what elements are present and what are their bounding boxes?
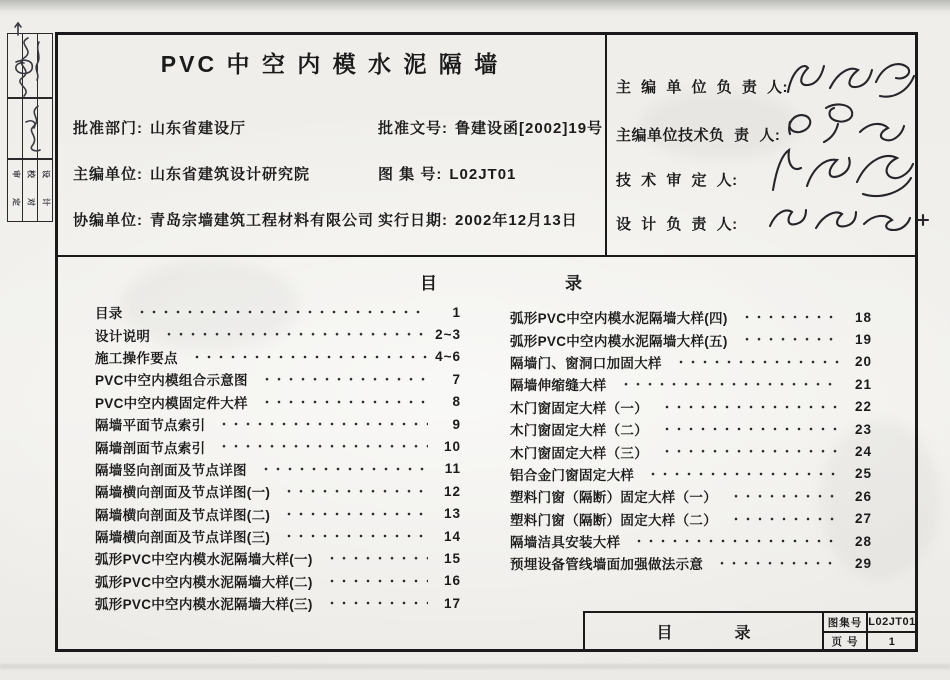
toc-page-number: 25 bbox=[854, 466, 872, 482]
toc-dot-leader bbox=[322, 547, 428, 569]
toc-item-title: 隔墙横向剖面及节点详图(一) bbox=[95, 485, 271, 501]
toc-dot-leader bbox=[671, 351, 839, 373]
footer-atlas-no-value: L02JT01 bbox=[868, 616, 916, 628]
toc-item-title: 塑料门窗（隔断）固定大样（二） bbox=[510, 512, 717, 528]
toc-item-title: 隔墙平面节点索引 bbox=[95, 418, 206, 434]
chief-editor-unit-label: 主编单位: bbox=[73, 166, 143, 183]
toc-dot-leader bbox=[159, 323, 428, 345]
toc-item-title: 弧形PVC中空内模水泥隔墙大样(五) bbox=[510, 333, 728, 349]
toc-column-right bbox=[510, 306, 872, 575]
toc-page-number: 29 bbox=[854, 555, 872, 571]
effective-date-field bbox=[378, 209, 578, 230]
toc-page-number: 17 bbox=[443, 595, 461, 611]
toc-item-title: 隔墙洁具安装大样 bbox=[510, 535, 621, 551]
toc-dot-leader bbox=[279, 480, 428, 502]
toc-item-title: PVC中空内模组合示意图 bbox=[95, 373, 248, 389]
footer-page-no-value: 1 bbox=[888, 635, 896, 648]
toc-dot-leader bbox=[322, 570, 428, 592]
strip-row-line bbox=[8, 158, 52, 160]
footer-sheet-title-char: 目 bbox=[656, 625, 673, 642]
toc-dot-leader bbox=[132, 301, 428, 323]
toc-dot-leader bbox=[616, 373, 839, 395]
toc-item bbox=[510, 306, 872, 328]
toc-page-number: 15 bbox=[443, 550, 461, 566]
approval-doc-no-field bbox=[378, 117, 603, 138]
chief-editor-unit-field bbox=[73, 163, 310, 184]
toc-item bbox=[95, 368, 461, 390]
toc-dot-leader bbox=[214, 435, 428, 457]
approval-dept-label: 批准部门: bbox=[73, 120, 143, 137]
toc-item bbox=[510, 440, 872, 462]
toc-item-title: 弧形PVC中空内模水泥隔墙大样(一) bbox=[95, 552, 313, 568]
toc-item-title: 隔墙横向剖面及节点详图(二) bbox=[95, 507, 271, 523]
toc-page-number: 2~3 bbox=[435, 327, 461, 343]
toc-dot-leader bbox=[643, 463, 839, 485]
toc-item-title: 隔墙剖面节点索引 bbox=[95, 440, 206, 456]
toc-dot-leader bbox=[737, 306, 839, 328]
atlas-no-value: L02JT01 bbox=[449, 166, 517, 183]
strip-label-char: 设 bbox=[41, 170, 51, 178]
toc-page-number: 27 bbox=[854, 511, 872, 527]
toc-item-title: 木门窗固定大样（二） bbox=[510, 423, 648, 439]
tech-responsible-label: 主编单位技术负 责 人: bbox=[616, 127, 781, 144]
toc-item bbox=[95, 592, 461, 614]
handwritten-scribble-strip-2 bbox=[20, 102, 50, 154]
effective-date-label: 实行日期: bbox=[378, 212, 448, 229]
toc-page-number: 12 bbox=[443, 483, 461, 499]
toc-dot-leader bbox=[256, 458, 428, 480]
toc-page-number: 7 bbox=[452, 371, 461, 387]
toc-dot-leader bbox=[279, 503, 428, 525]
toc-item-title: 设计说明 bbox=[95, 328, 151, 344]
strip-label-char: 计 bbox=[41, 198, 51, 206]
toc-page-number: 24 bbox=[854, 444, 872, 460]
toc-page-number: 19 bbox=[854, 332, 872, 348]
toc-page-number: 10 bbox=[443, 439, 461, 455]
handwritten-scribble-strip-1 bbox=[6, 34, 48, 98]
toc-page-number: 1 bbox=[452, 304, 461, 320]
chief-responsible-label: 主 编 单 位 负 责 人: bbox=[616, 79, 789, 96]
toc-dot-leader bbox=[214, 413, 428, 435]
toc-heading-char: 目 bbox=[420, 274, 437, 293]
co-editor-unit-field bbox=[73, 209, 374, 230]
approval-doc-no-value: 鲁建设函[2002]19号 bbox=[455, 120, 604, 137]
strip-label-char: 定 bbox=[11, 198, 21, 206]
page-title: PVC 中 空 内 模 水 泥 隔 墙 bbox=[160, 51, 501, 77]
toc-item bbox=[95, 346, 461, 368]
co-editor-unit-value: 青岛宗墙建筑工程材料有限公司 bbox=[150, 212, 375, 229]
toc-heading-char: 录 bbox=[565, 274, 582, 293]
toc-heading bbox=[420, 269, 582, 294]
toc-page-number: 21 bbox=[854, 376, 872, 392]
toc-page-number: 22 bbox=[854, 399, 872, 415]
tech-approver-label: 技 术 审 定 人: bbox=[616, 172, 738, 189]
toc-item-title: 弧形PVC中空内模水泥隔墙大样(三) bbox=[95, 597, 313, 613]
toc-column-left bbox=[95, 301, 461, 614]
toc-item-title: 木门窗固定大样（三） bbox=[510, 445, 648, 461]
footer-sheet-title-char: 录 bbox=[734, 625, 751, 642]
toc-item bbox=[95, 525, 461, 547]
header-divider-vertical bbox=[605, 32, 607, 257]
effective-date-value: 2002年12月13日 bbox=[455, 212, 578, 229]
toc-item bbox=[510, 485, 872, 507]
strip-label-char: 校 bbox=[26, 170, 36, 178]
footer-sheet-title bbox=[585, 613, 822, 650]
toc-dot-leader bbox=[322, 592, 428, 614]
footer-atlas-no-label: 图集号 bbox=[827, 616, 863, 629]
toc-item bbox=[510, 530, 872, 552]
toc-item bbox=[95, 391, 461, 413]
toc-dot-leader bbox=[629, 530, 839, 552]
toc-page-number: 11 bbox=[444, 461, 461, 477]
toc-dot-leader bbox=[657, 440, 839, 462]
toc-page-number: 14 bbox=[443, 528, 461, 544]
toc-dot-leader bbox=[737, 328, 839, 350]
toc-item-title: 塑料门窗（隔断）固定大样（一） bbox=[510, 490, 717, 506]
toc-dot-leader bbox=[726, 508, 839, 530]
toc-item-title: 隔墙伸缩缝大样 bbox=[510, 378, 607, 394]
toc-item bbox=[95, 301, 461, 323]
toc-item-title: 弧形PVC中空内模水泥隔墙大样(四) bbox=[510, 311, 728, 327]
co-editor-unit-label: 协编单位: bbox=[73, 212, 143, 229]
toc-item bbox=[510, 508, 872, 530]
toc-dot-leader bbox=[257, 368, 428, 390]
footer-title-block bbox=[583, 611, 918, 652]
toc-item bbox=[95, 458, 461, 480]
toc-dot-leader bbox=[712, 552, 839, 574]
toc-page-number: 9 bbox=[452, 416, 461, 432]
handwritten-signature-4 bbox=[762, 196, 932, 242]
toc-item bbox=[510, 463, 872, 485]
toc-item bbox=[95, 570, 461, 592]
approval-dept-value: 山东省建设厅 bbox=[150, 120, 247, 137]
toc-item-title: 隔墙横向剖面及节点详图(三) bbox=[95, 530, 271, 546]
strip-label-char: 对 bbox=[26, 198, 36, 206]
toc-page-number: 16 bbox=[443, 573, 461, 589]
toc-dot-leader bbox=[257, 391, 428, 413]
toc-item-title: PVC中空内模固定件大样 bbox=[95, 395, 248, 411]
toc-item-title: 预埋设备管线墙面加强做法示意 bbox=[510, 557, 704, 573]
scan-edge-shadow-top bbox=[0, 0, 950, 12]
footer-page-no-label: 页 号 bbox=[831, 636, 859, 648]
toc-item-title: 弧形PVC中空内模水泥隔墙大样(二) bbox=[95, 574, 313, 590]
header-divider-horizontal bbox=[55, 255, 918, 257]
toc-item-title: 隔墙竖向剖面及节点详图 bbox=[95, 462, 247, 478]
toc-item bbox=[510, 373, 872, 395]
toc-dot-leader bbox=[726, 485, 839, 507]
toc-item bbox=[95, 547, 461, 569]
toc-item bbox=[95, 323, 461, 345]
atlas-no-field bbox=[378, 163, 516, 184]
approval-dept-field bbox=[73, 117, 246, 138]
toc-page-number: 4~6 bbox=[435, 349, 461, 365]
toc-item bbox=[95, 435, 461, 457]
toc-dot-leader bbox=[657, 396, 839, 418]
toc-page-number: 8 bbox=[452, 394, 461, 410]
toc-item bbox=[95, 413, 461, 435]
toc-item bbox=[510, 552, 872, 574]
toc-page-number: 20 bbox=[854, 354, 872, 370]
toc-page-number: 23 bbox=[854, 421, 872, 437]
toc-item bbox=[510, 328, 872, 350]
toc-item bbox=[95, 480, 461, 502]
toc-page-number: 13 bbox=[443, 506, 461, 522]
toc-item bbox=[510, 418, 872, 440]
toc-page-number: 18 bbox=[854, 309, 872, 325]
strip-label-char: 审 bbox=[11, 170, 21, 178]
toc-dot-leader bbox=[187, 346, 428, 368]
chief-editor-unit-value: 山东省建筑设计研究院 bbox=[150, 166, 311, 183]
toc-item bbox=[510, 351, 872, 373]
scan-edge-shadow-bottom bbox=[0, 664, 950, 669]
design-lead-label: 设 计 负 责 人: bbox=[616, 216, 738, 233]
toc-item-title: 隔墙门、窗洞口加固大样 bbox=[510, 355, 662, 371]
toc-page-number: 26 bbox=[854, 488, 872, 504]
toc-item-title: 木门窗固定大样（一） bbox=[510, 400, 648, 416]
toc-page-number: 28 bbox=[854, 533, 872, 549]
toc-item-title: 施工操作要点 bbox=[95, 350, 178, 366]
toc-item-title: 目录 bbox=[95, 306, 123, 322]
approval-doc-no-label: 批准文号: bbox=[378, 120, 448, 137]
toc-item-title: 铝合金门窗固定大样 bbox=[510, 467, 635, 483]
toc-dot-leader bbox=[657, 418, 839, 440]
toc-dot-leader bbox=[279, 525, 428, 547]
atlas-no-label: 图 集 号: bbox=[378, 166, 443, 183]
toc-item bbox=[510, 396, 872, 418]
toc-item bbox=[95, 503, 461, 525]
